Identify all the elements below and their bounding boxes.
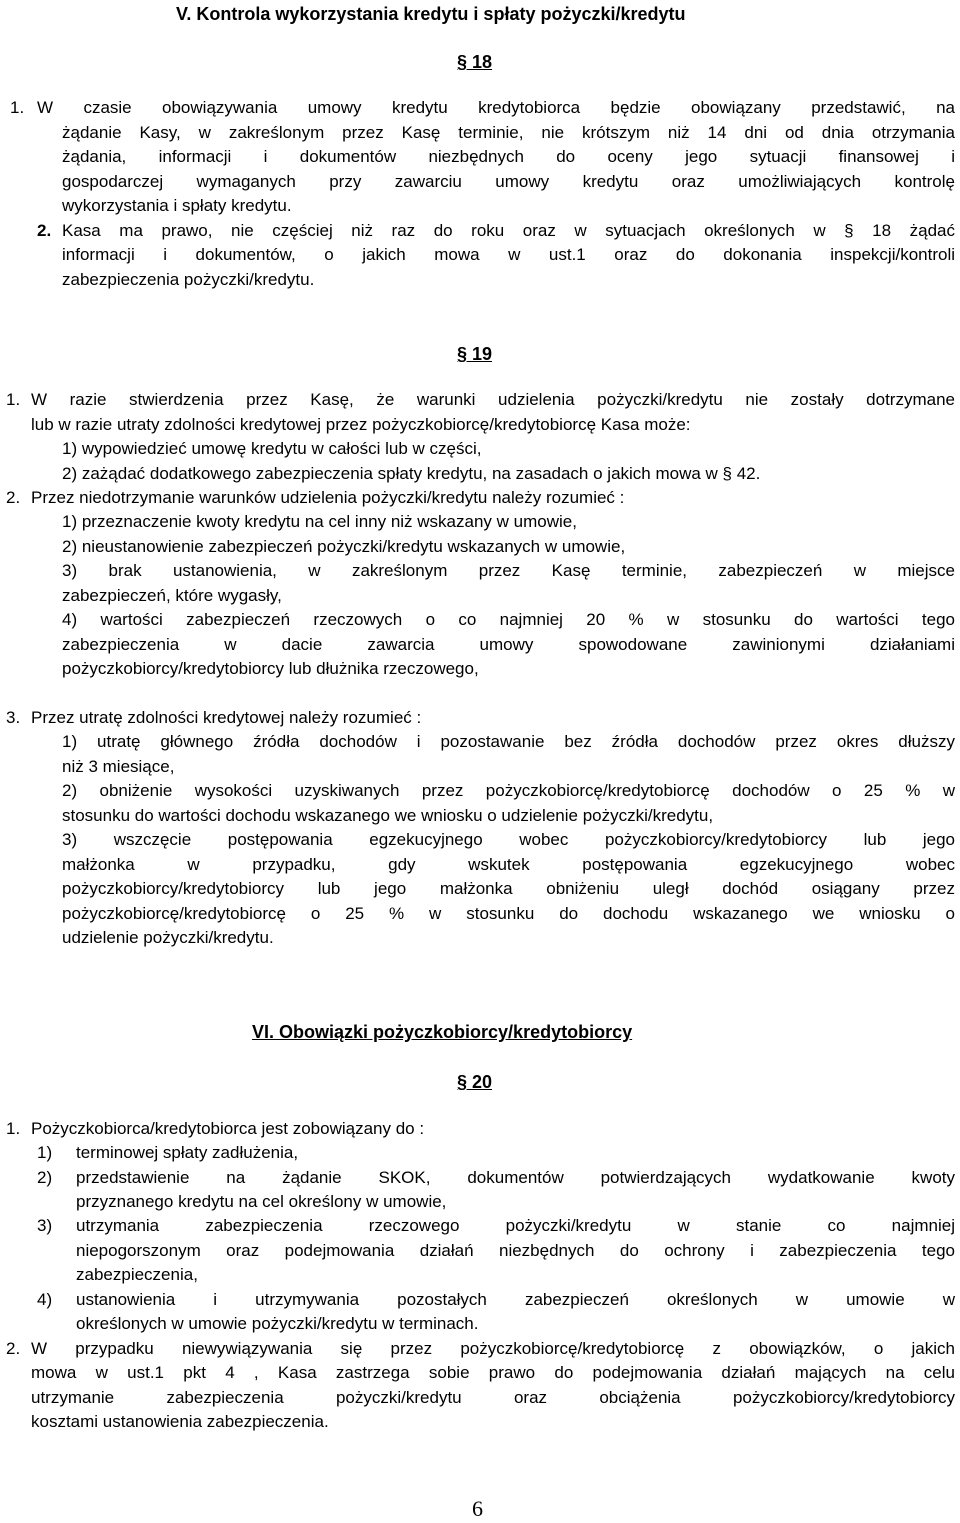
- p19-item3-sub: pożyczkobiorcę/kredytobiorcę o 25 % w stosunku do dochodu wskazanego we wniosku o: [62, 904, 955, 923]
- p19-item3-sub: 1) utratę głównego źródła dochodów i pozostawanie bez źródła dochodów przez okres dłuższy: [62, 732, 955, 751]
- p20-item2-line: kosztami ustanowienia zabezpieczenia.: [31, 1412, 329, 1431]
- item-number: 1.: [6, 1119, 21, 1138]
- p20-sub-line: utrzymania zabezpieczenia rzeczowego pożyczki/kredytu w stanie co najmniej: [76, 1216, 955, 1235]
- p20-sub-line: określonych w umowie pożyczki/kredytu w terminach.: [76, 1314, 479, 1333]
- page-number: 6: [472, 1496, 483, 1521]
- item-number: 1.: [6, 390, 21, 409]
- p20-sub-line: terminowej spłaty zadłużenia,: [76, 1143, 299, 1162]
- p19-item3-line: Przez utratę zdolności kredytowej należy rozumieć :: [31, 708, 422, 727]
- p19-item2-sub: 3) brak ustanowienia, w zakreślonym przez Kasę terminie, zabezpieczeń w miejsce: [62, 561, 955, 580]
- p19-item2-sub: 1) przeznaczenie kwoty kredytu na cel inny niż wskazany w umowie,: [62, 512, 577, 531]
- item-number: 2.: [6, 488, 21, 507]
- item-number: 2.: [6, 1339, 21, 1358]
- p19-item3-sub: stosunku do wartości dochodu wskazanego we wniosku o udzielenie pożyczki/kredytu,: [62, 806, 714, 825]
- p18-item1-line: wykorzystania i spłaty kredytu.: [62, 196, 292, 215]
- item-number: 2.: [37, 221, 52, 240]
- p19-item3-sub: 2) obniżenie wysokości uzyskiwanych przez pożyczkobiorcę/kredytobiorcę dochodów o 25 % w: [62, 781, 955, 800]
- p20-item2-line: utrzymanie zabezpieczenia pożyczki/kredytu oraz obciążenia pożyczkobiorcy/kredytobiorcy: [31, 1388, 955, 1407]
- p19-item3-sub: udzielenie pożyczki/kredytu.: [62, 928, 274, 947]
- paragraph-18-heading: § 18: [457, 52, 493, 72]
- p19-item1-line: W razie stwierdzenia przez Kasę, że warunki udzielenia pożyczki/kredytu nie zostały dotrzymane: [31, 390, 955, 409]
- p18-item2-line: zabezpieczenia pożyczki/kredytu.: [62, 270, 315, 289]
- p19-item1-sub: 2) zażądać dodatkowego zabezpieczenia spłaty kredytu, na zasadach o jakich mowa w § 42.: [62, 464, 761, 483]
- p20-sub-line: przedstawienie na żądanie SKOK, dokumentów potwierdzających wydatkowanie kwoty: [76, 1168, 955, 1187]
- sub-number: 2): [37, 1168, 53, 1187]
- section-vi-title: VI. Obowiązki pożyczkobiorcy/kredytobiorcy: [252, 1022, 633, 1042]
- p20-sub-line: ustanowienia i utrzymywania pozostałych zabezpieczeń określonych w umowie w: [76, 1290, 955, 1309]
- p20-sub-line: niepogorszonym oraz podejmowania działań niezbędnych do ochrony i zabezpieczenia tego: [76, 1241, 955, 1260]
- p19-item2-sub: 4) wartości zabezpieczeń rzeczowych o co najmniej 20 % w stosunku do wartości tego: [62, 610, 955, 629]
- sub-number: 4): [37, 1290, 53, 1309]
- p18-item2-line: Kasa ma prawo, nie częściej niż raz do roku oraz w sytuacjach określonych w § 18 żądać: [62, 221, 955, 240]
- paragraph-19-heading: § 19: [457, 344, 493, 364]
- sub-number: 3): [37, 1216, 53, 1235]
- section-v-title: V. Kontrola wykorzystania kredytu i spłaty pożyczki/kredytu: [176, 4, 686, 24]
- p19-item2-sub: 2) nieustanowienie zabezpieczeń pożyczki/kredytu wskazanych w umowie,: [62, 537, 626, 556]
- p19-item2-sub: zabezpieczenia w dacie zawarcia umowy spowodowane zawinionymi działaniami: [62, 635, 955, 654]
- p19-item3-sub: małżonka w przypadku, gdy wskutek postępowania egzekucyjnego wobec: [62, 855, 955, 874]
- p19-item3-sub: niż 3 miesiące,: [62, 757, 175, 776]
- p18-item1-line: W czasie obowiązywania umowy kredytu kredytobiorca będzie obowiązany przedstawić, na: [37, 98, 955, 117]
- p20-sub-line: przyznanego kredytu na cel określony w umowie,: [76, 1192, 447, 1211]
- item-number: 1.: [10, 98, 25, 117]
- p19-item3-sub: pożyczkobiorcy/kredytobiorcy lub jego małżonka obniżeniu uległ dochód osiągany przez: [62, 879, 955, 898]
- sub-number: 1): [37, 1143, 53, 1162]
- item-number: 3.: [6, 708, 21, 727]
- p18-item1-line: gospodarczej wymaganych przy zawarciu umowy kredytu oraz umożliwiających kontrolę: [62, 172, 955, 191]
- paragraph-20-heading: § 20: [457, 1072, 493, 1092]
- p19-item1-sub: 1) wypowiedzieć umowę kredytu w całości lub w części,: [62, 439, 482, 458]
- p20-item2-line: W przypadku niewywiązywania się przez pożyczkobiorcę/kredytobiorcę z obowiązków, o jakich: [31, 1339, 955, 1358]
- p19-item2-line: Przez niedotrzymanie warunków udzielenia pożyczki/kredytu należy rozumieć :: [31, 488, 625, 507]
- p20-item2-line: mowa w ust.1 pkt 4 , Kasa zastrzega sobie prawo do podejmowania działań mających na celu: [31, 1363, 955, 1382]
- p18-item1-line: żądania, informacji i dokumentów niezbędnych do oceny jego sytuacji finansowej i: [62, 147, 955, 166]
- p19-item2-sub: pożyczkobiorcy/kredytobiorcy lub dłużnika rzeczowego,: [62, 659, 479, 678]
- p20-item1-line: Pożyczkobiorca/kredytobiorca jest zobowiązany do :: [31, 1119, 425, 1138]
- p18-item2-line: informacji i dokumentów, o jakich mowa w ust.1 oraz do dokonania inspekcji/kontroli: [62, 245, 955, 264]
- p19-item2-sub: zabezpieczeń, które wygasły,: [62, 586, 282, 605]
- p19-item3-sub: 3) wszczęcie postępowania egzekucyjnego wobec pożyczkobiorcy/kredytobiorcy lub jego: [62, 830, 955, 849]
- p19-item1-line: lub w razie utraty zdolności kredytowej przez pożyczkobiorcę/kredytobiorcę Kasa może:: [31, 415, 691, 434]
- p18-item1-line: żądanie Kasy, w zakreślonym przez Kasę terminie, nie krótszym niż 14 dni od dnia otrzymania: [62, 123, 955, 142]
- p20-sub-line: zabezpieczenia,: [76, 1265, 198, 1284]
